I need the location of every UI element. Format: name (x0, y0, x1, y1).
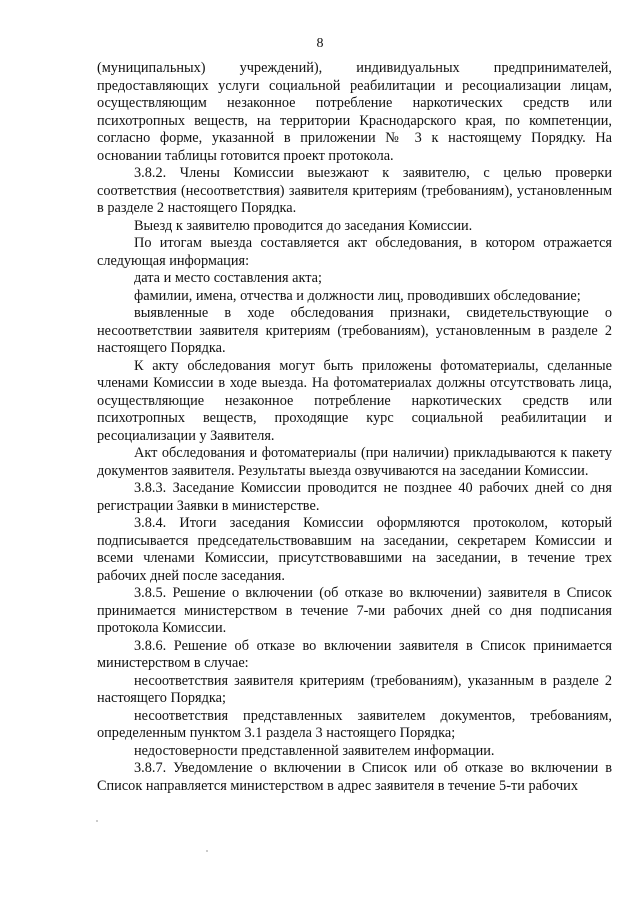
paragraph: 3.8.5. Решение о включении (об отказе во включении) заявителя в Список принимается министерством в течение 7-ми рабочих дней со дня подписания протокола Комиссии. (97, 585, 612, 636)
paragraph: По итогам выезда составляется акт обследования, в котором отражается следующая информация: (97, 235, 612, 269)
paragraph: (муниципальных) учреждений), индивидуальных предпринимателей, предоставляющих услуги социальной реабилитации и ресоциализации лицам, осуществляющим незаконное потребление наркотических средств или психотропных веществ, на территории Краснодарского края, по компетенции, согласно форме, указанной в приложении № 3 к настоящему Порядку. На основании таблицы готовится проект протокола. (97, 60, 612, 164)
page-number: 8 (316, 36, 324, 51)
document-body (97, 60, 612, 795)
paragraph: 3.8.4. Итоги заседания Комиссии оформляются протоколом, который подписывается председательствовавшим на заседании, секретарем Комиссии и всеми членами Комиссии, присутствовавшими на заседании, в течение трех рабочих дней после заседания. (97, 515, 612, 584)
paragraph: дата и место составления акта; (134, 270, 322, 286)
paragraph: недостоверности представленной заявителем информации. (134, 742, 495, 759)
paragraph: 3.8.7. Уведомление о включении в Список или об отказе во включении в Список направляется министерством в адрес заявителя в течение 5-ти рабочих (97, 760, 612, 794)
paragraph: 3.8.2. Члены Комиссии выезжают к заявителю, с целью проверки соответствия (несоответствия) заявителя критериям (требованиям), установленным в разделе 2 настоящего Порядка. (97, 165, 612, 216)
paragraph: Акт обследования и фотоматериалы (при наличии) прикладываются к пакету документов заявителя. Результаты выезда озвучиваются на заседании Комиссии. (97, 445, 612, 479)
paragraph: Выезд к заявителю проводится до заседания Комиссии. (134, 217, 473, 234)
paragraph: фамилии, имена, отчества и должности лиц, проводивших обследование; (134, 287, 581, 304)
scan-speck (96, 820, 98, 822)
paragraph: 3.8.3. Заседание Комиссии проводится не позднее 40 рабочих дней со дня регистрации Заявки в министерстве. (97, 480, 612, 514)
paragraph: выявленные в ходе обследования признаки, свидетельствующие о несоответствии заявителя критериям (требованиям), установленным в разделе 2 настоящего Порядка. (97, 305, 612, 356)
paragraph: несоответствия представленных заявителем документов, требованиям, определенным пунктом 3.1 раздела 3 настоящего Порядка; (97, 707, 612, 741)
scan-speck (206, 850, 208, 852)
paragraph: несоответствия заявителя критериям (требованиям), указанным в разделе 2 настоящего Порядка; (97, 672, 612, 706)
paragraph: 3.8.6. Решение об отказе во включении заявителя в Список принимается министерством в случае: (97, 637, 612, 671)
paragraph: К акту обследования могут быть приложены фотоматериалы, сделанные членами Комиссии в ходе выезда. На фотоматериалах должны отсутствовать лица, осуществляющие незаконное потребление наркотических средств или психотропных веществ, проходящие курс социальной реабилитации и ресоциализации у Заявителя. (97, 357, 612, 444)
